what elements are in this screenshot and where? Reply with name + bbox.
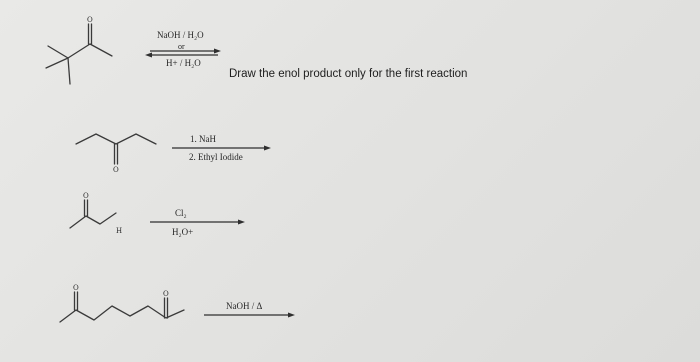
reactant-4-structure [60, 284, 184, 322]
carbonyl-oxygen-label-4a: O [73, 284, 79, 292]
carbonyl-oxygen-label-4b: O [163, 290, 169, 298]
reactant-2-structure [76, 134, 156, 174]
reaction-2-step-1: 1. NaH [190, 134, 216, 144]
reaction-arrow-4 [204, 313, 295, 318]
reaction-4-condition: NaOH / Δ [226, 301, 263, 311]
carbonyl-oxygen-label-1: O [87, 16, 93, 24]
instruction-text: Draw the enol product only for the first reaction [229, 68, 468, 80]
reaction-1-condition-or: or [178, 42, 185, 51]
reaction-2-step-2: 2. Ethyl Iodide [189, 152, 243, 162]
aldehyde-hydrogen-label: H [116, 227, 123, 235]
carbonyl-oxygen-label-2: O [113, 166, 119, 174]
reaction-3-reagent-1: Cl₂ [175, 208, 187, 218]
reactant-1-structure [46, 16, 112, 84]
reactant-3-structure [70, 192, 122, 235]
reaction-1-condition-acid: H+ / H₂O [166, 58, 201, 68]
reaction-1-condition-base: NaOH / H₂O [157, 30, 204, 40]
reaction-arrow-3 [150, 220, 245, 225]
reaction-arrow-2 [172, 146, 271, 151]
reaction-3-reagent-2: H₂O+ [172, 227, 194, 237]
carbonyl-oxygen-label-3: O [83, 192, 89, 200]
